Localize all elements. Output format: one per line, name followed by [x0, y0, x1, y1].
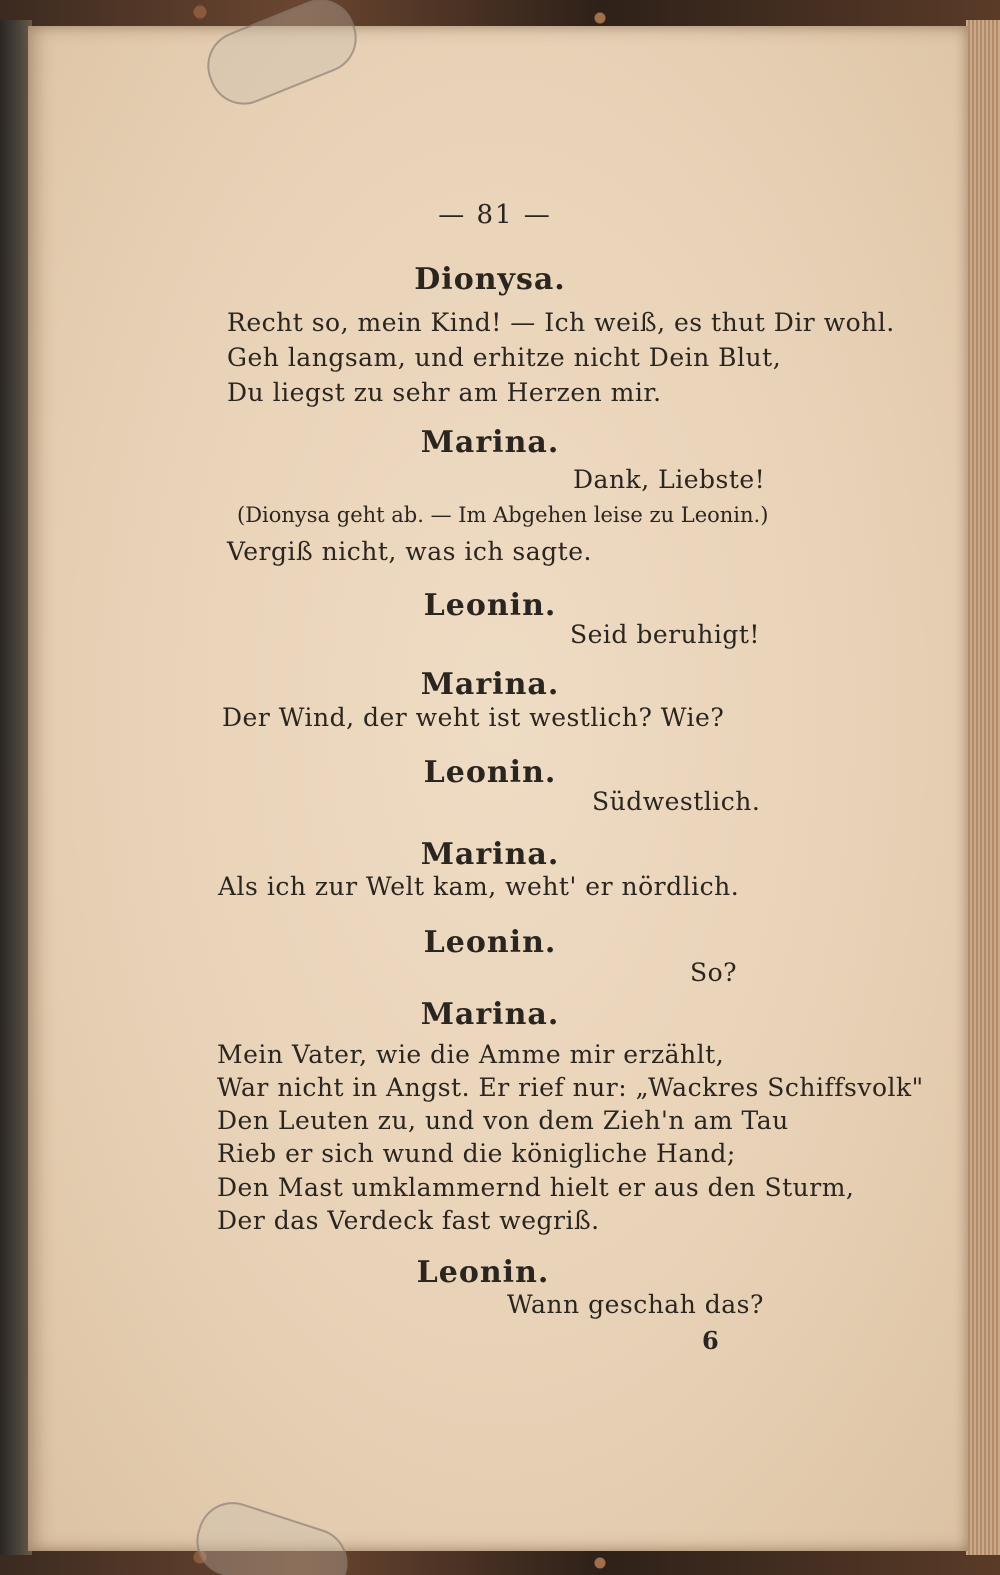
- speaker-marina: Marina.: [420, 667, 560, 702]
- speaker-marina: Marina.: [420, 837, 560, 872]
- stage-direction: (Dionysa geht ab. — Im Abgehen leise zu Leonin.): [237, 503, 769, 527]
- speaker-leonin: Leonin.: [423, 925, 557, 960]
- verse-line: Du liegst zu sehr am Herzen mir.: [227, 378, 662, 407]
- verse-line: Der das Verdeck fast wegriß.: [217, 1206, 600, 1235]
- verse-line: Geh langsam, und erhitze nicht Dein Blut,: [227, 343, 782, 372]
- speaker-leonin: Leonin.: [416, 1255, 550, 1290]
- verse-line: Dank, Liebste!: [573, 465, 766, 494]
- verse-line: Mein Vater, wie die Amme mir erzählt,: [217, 1040, 725, 1069]
- verse-line: Der Wind, der weht ist westlich? Wie?: [222, 703, 725, 732]
- speaker-marina: Marina.: [420, 425, 560, 460]
- verse-line: Den Mast umklammernd hielt er aus den Sturm,: [217, 1173, 855, 1202]
- signature-mark: 6: [702, 1326, 719, 1355]
- verse-line: Vergiß nicht, was ich sagte.: [227, 537, 592, 566]
- speaker-dionysa: Dionysa.: [414, 262, 566, 297]
- verse-line: So?: [690, 958, 738, 987]
- verse-line: War nicht in Angst. Er rief nur: „Wackres Schiffsvolk": [217, 1073, 924, 1102]
- verse-line: Südwestlich.: [592, 787, 761, 816]
- verse-line: Rieb er sich wund die königliche Hand;: [217, 1139, 736, 1168]
- speaker-marina: Marina.: [420, 997, 560, 1032]
- verse-line: Recht so, mein Kind! — Ich weiß, es thut Dir wohl.: [227, 308, 895, 337]
- page-number: — 81 —: [438, 200, 552, 230]
- verse-line: Wann geschah das?: [507, 1290, 764, 1319]
- speaker-leonin: Leonin.: [423, 588, 557, 623]
- verse-line: Den Leuten zu, und von dem Zieh'n am Tau: [217, 1106, 789, 1135]
- verse-line: Als ich zur Welt kam, weht' er nördlich.: [218, 872, 740, 901]
- speaker-leonin: Leonin.: [423, 755, 557, 790]
- verse-line: Seid beruhigt!: [570, 620, 760, 649]
